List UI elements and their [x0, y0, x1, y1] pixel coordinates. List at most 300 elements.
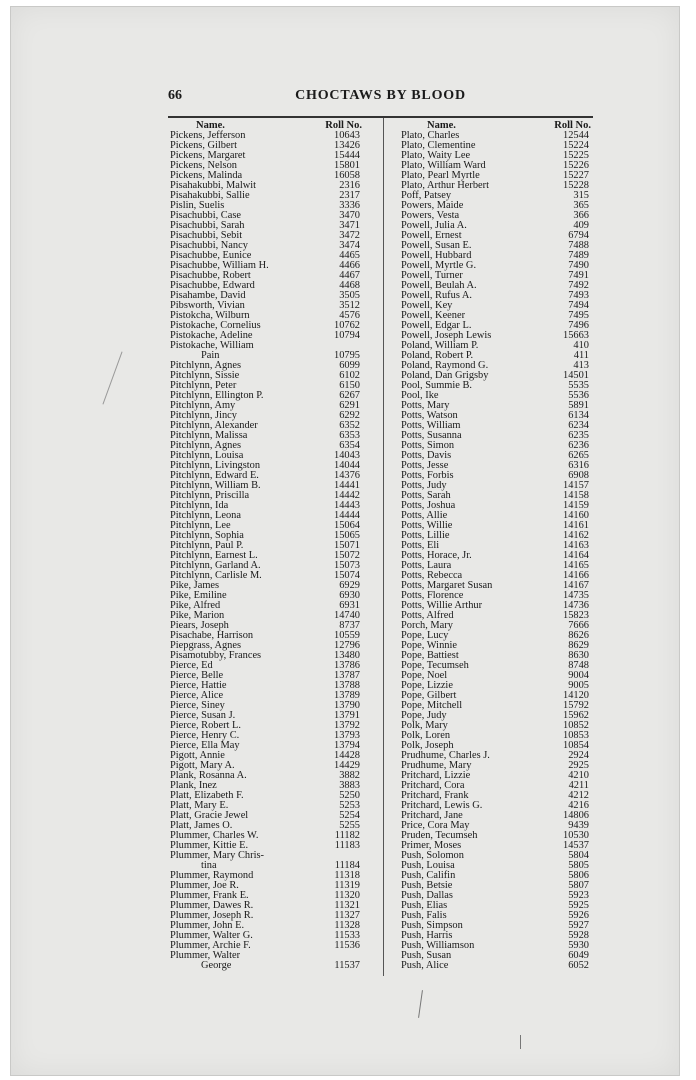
entry-name: Push, Harris [401, 930, 453, 941]
entry-name: Potts, Eli [401, 540, 440, 551]
entry-name: Pike, Alfred [170, 600, 221, 611]
left-column [170, 120, 376, 971]
entry-name: Plank, Rosanna A. [170, 770, 247, 781]
entry-roll-number: 315 [573, 190, 589, 201]
entry-name: Pisachubbe, Robert [170, 270, 251, 281]
entry-name: Potts, Horace, Jr. [401, 550, 472, 561]
entry-roll-number: 14161 [563, 520, 589, 531]
entry-roll-number: 11182 [334, 830, 360, 841]
entry-name: Pisachubbi, Sarah [170, 220, 245, 231]
entry-name: Potts, Willie [401, 520, 453, 531]
entry-roll-number: 13791 [334, 710, 360, 721]
entry-roll-number: 11536 [334, 940, 360, 951]
entry-name: Powers, Maide [401, 200, 464, 211]
entry-name: Pitchlynn, Ellington P. [170, 390, 264, 401]
entry-name: Plummer, Frank E. [170, 890, 249, 901]
entry-name: Pritchard, Jane [401, 810, 463, 821]
entry-roll-number: 15225 [563, 150, 589, 161]
entry-name: Pierce, Henry C. [170, 730, 240, 741]
entry-roll-number: 15444 [334, 150, 360, 161]
entry-name: Prudhume, Mary [401, 760, 472, 771]
entry-roll-number: 6265 [568, 450, 589, 461]
entry-roll-number: 6267 [339, 390, 360, 401]
entry-name: Pitchlynn, Malissa [170, 430, 248, 441]
entry-roll-number: 14537 [563, 840, 589, 851]
entry-roll-number: 8737 [339, 620, 360, 631]
entry-roll-number: 7491 [568, 270, 589, 281]
entry-name: Plummer, Dawes R. [170, 900, 254, 911]
entry-roll-number: 6352 [339, 420, 360, 431]
entry-roll-number: 4467 [339, 270, 360, 281]
entry-name: Plummer, Raymond [170, 870, 254, 881]
entry-roll-number: 10852 [563, 720, 589, 731]
entry-name: Potts, William [401, 420, 461, 431]
entry-roll-number: 6930 [339, 590, 360, 601]
entry-roll-number: 14160 [563, 510, 589, 521]
entry-name: Pigott, Mary A. [170, 760, 235, 771]
entry-roll-number: 11319 [334, 880, 360, 891]
entry-roll-number: 5254 [339, 810, 360, 821]
entry-name: Plummer, John E. [170, 920, 245, 931]
entry-name: Pistokache, Adeline [170, 330, 253, 341]
entry-name: Pitchlynn, Agnes [170, 360, 242, 371]
entry-roll-number: 8748 [568, 660, 589, 671]
entry-roll-number: 16058 [334, 170, 360, 181]
entry-roll-number: 4212 [568, 790, 589, 801]
entry-name: Powell, Myrtle G. [401, 260, 477, 271]
entry-name: Push, Falis [401, 910, 447, 921]
entry-name: Plummer, Walter [170, 950, 241, 961]
entry-roll-number: 15064 [334, 520, 360, 531]
entry-name: Powell, Beulah A. [401, 280, 477, 291]
entry-roll-number: 14806 [563, 810, 589, 821]
entry-name: Potts, Susanna [401, 430, 462, 441]
entry-name: Pitchlynn, Ida [170, 500, 229, 511]
entry-name: Plato, Clementine [401, 140, 476, 151]
entry-roll-number: 6134 [568, 410, 589, 421]
entry-roll-number: 6353 [339, 430, 360, 441]
entry-name: Poland, Raymond G. [401, 360, 489, 371]
entry-roll-number: 6929 [339, 580, 360, 591]
entry-roll-number: 3472 [339, 230, 360, 241]
entry-roll-number: 14044 [334, 460, 360, 471]
entry-roll-number: 14736 [563, 600, 589, 611]
entry-roll-number: 11327 [334, 910, 360, 921]
entry-roll-number: 13480 [334, 650, 360, 661]
entry-name: Pisahakubbi, Sallie [170, 190, 250, 201]
entry-name: Pibsworth, Vivian [170, 300, 245, 311]
entry-roll-number: 10762 [334, 320, 360, 331]
entry-name: Pitchlynn, Leona [170, 510, 241, 521]
entry-roll-number: 365 [573, 200, 589, 211]
entry-name: Pickens, Gilbert [170, 140, 237, 151]
entry-name: Plato, Charles [401, 130, 460, 141]
entry-roll-number: 11537 [334, 960, 360, 971]
entry-name: Pope, Lizzie [401, 680, 453, 691]
entry-name: Pitchlynn, Livingston [170, 460, 261, 471]
entry-name: Potts, Joshua [401, 500, 456, 511]
entry-name: Pickens, Margaret [170, 150, 246, 161]
page-title: CHOCTAWS BY BLOOD [295, 88, 466, 103]
left-roll-list [170, 131, 376, 971]
entry-name: Pierce, Ed [170, 660, 213, 671]
entry-roll-number: 14120 [563, 690, 589, 701]
entry-name: Pitchlynn, Agnes [170, 440, 242, 451]
roll-entry [170, 961, 376, 971]
entry-name: Porch, Mary [401, 620, 453, 631]
entry-roll-number: 14429 [334, 760, 360, 771]
entry-name: Pike, James [170, 580, 220, 591]
entry-name: Pisachubbe, Edward [170, 280, 255, 291]
entry-name: Pope, Mitchell [401, 700, 463, 711]
entry-name: Powers, Vesta [401, 210, 460, 221]
entry-name: Platt, Gracie Jewel [170, 810, 249, 821]
entry-roll-number: 14043 [334, 450, 360, 461]
header-rule [168, 116, 593, 118]
entry-name: Pitchlynn, William B. [170, 480, 261, 491]
entry-roll-number: 7488 [568, 240, 589, 251]
entry-roll-number: 6052 [568, 960, 589, 971]
entry-name: Pierce, Ella May [170, 740, 240, 751]
entry-roll-number: 11320 [334, 890, 360, 901]
entry-roll-number: 2317 [339, 190, 360, 201]
entry-name: Pope, Battiest [401, 650, 459, 661]
entry-roll-number: 8629 [568, 640, 589, 651]
entry-name: Pierce, Belle [170, 670, 224, 681]
entry-roll-number: 12796 [334, 640, 360, 651]
entry-roll-number: 3336 [339, 200, 360, 211]
entry-name: tina [201, 860, 217, 871]
entry-name: Pigott, Annie [170, 750, 225, 761]
entry-roll-number: 11321 [334, 900, 360, 911]
entry-roll-number: 14159 [563, 500, 589, 511]
entry-name: Push, Susan [401, 950, 452, 961]
entry-roll-number: 3474 [339, 240, 360, 251]
entry-roll-number: 10530 [563, 830, 589, 841]
entry-roll-number: 11183 [334, 840, 360, 851]
entry-roll-number: 13789 [334, 690, 360, 701]
entry-roll-number: 3882 [339, 770, 360, 781]
entry-name: Potts, Laura [401, 560, 452, 571]
entry-name: Push, Williamson [401, 940, 475, 951]
entry-roll-number: 3505 [339, 290, 360, 301]
entry-roll-number: 10795 [334, 350, 360, 361]
entry-roll-number: 8626 [568, 630, 589, 641]
entry-name: Pickens, Nelson [170, 160, 237, 171]
entry-name: Pitchlynn, Sophia [170, 530, 244, 541]
entry-name: Plummer, Joseph R. [170, 910, 254, 921]
entry-roll-number: 7492 [568, 280, 589, 291]
entry-name: Pistokache, Cornelius [170, 320, 261, 331]
entry-roll-number: 5804 [568, 850, 589, 861]
entry-name: Pritchard, Lizzie [401, 770, 471, 781]
entry-name: Pruden, Tecumseh [401, 830, 478, 841]
entry-name: Powell, Turner [401, 270, 463, 281]
page-header [168, 88, 593, 108]
entry-name: George [201, 960, 232, 971]
entry-roll-number: 6235 [568, 430, 589, 441]
entry-roll-number: 7666 [568, 620, 589, 631]
entry-roll-number: 14428 [334, 750, 360, 761]
entry-roll-number: 12544 [563, 130, 589, 141]
entry-roll-number: 6292 [339, 410, 360, 421]
entry-name: Powell, Ernest [401, 230, 462, 241]
entry-roll-number: 15801 [334, 160, 360, 171]
entry-name: Pitchlynn, Carlisle M. [170, 570, 262, 581]
entry-name: Polk, Joseph [401, 740, 454, 751]
entry-roll-number: 5253 [339, 800, 360, 811]
entry-roll-number: 13788 [334, 680, 360, 691]
entry-name: Pitchlynn, Sissie [170, 370, 240, 381]
entry-roll-number: 14444 [334, 510, 360, 521]
right-roll-list [401, 131, 591, 971]
entry-name: Platt, James O. [170, 820, 233, 831]
entry-roll-number: 5930 [568, 940, 589, 951]
entry-roll-number: 7496 [568, 320, 589, 331]
entry-name: Plato, Arthur Herbert [401, 180, 490, 191]
entry-roll-number: 15072 [334, 550, 360, 561]
entry-name: Price, Cora May [401, 820, 470, 831]
entry-roll-number: 14735 [563, 590, 589, 601]
entry-roll-number: 7490 [568, 260, 589, 271]
entry-roll-number: 413 [573, 360, 589, 371]
entry-roll-number: 7493 [568, 290, 589, 301]
entry-name: Pierce, Alice [170, 690, 224, 701]
entry-name: Plummer, Joe R. [170, 880, 239, 891]
entry-name: Pisamotubby, Frances [170, 650, 262, 661]
entry-name: Pisachubbi, Nancy [170, 240, 248, 251]
entry-roll-number: 15071 [334, 540, 360, 551]
entry-name: Powell, Rufus A. [401, 290, 473, 301]
entry-name: Potts, Lillie [401, 530, 450, 541]
entry-name: Pitchlynn, Louisa [170, 450, 244, 461]
entry-name: Plummer, Kittie E. [170, 840, 249, 851]
entry-roll-number: 6049 [568, 950, 589, 961]
entry-name: Powell, Julia A. [401, 220, 467, 231]
entry-name: Powell, Hubbard [401, 250, 472, 261]
entry-roll-number: 14163 [563, 540, 589, 551]
entry-roll-number: 14166 [563, 570, 589, 581]
entry-name: Plank, Inez [170, 780, 217, 791]
entry-name: Potts, Rebecca [401, 570, 463, 581]
entry-name: Potts, Davis [401, 450, 452, 461]
entry-name: Pistokache, William [170, 340, 254, 351]
entry-roll-number: 4468 [339, 280, 360, 291]
entry-roll-number: 4466 [339, 260, 360, 271]
entry-roll-number: 5806 [568, 870, 589, 881]
entry-name: Pitchlynn, Jincy [170, 410, 237, 421]
entry-name: Plummer, Mary Chris- [170, 850, 264, 861]
entry-name: Potts, Simon [401, 440, 455, 451]
entry-name: Pitchlynn, Alexander [170, 420, 258, 431]
entry-name: Powell, Susan E. [401, 240, 472, 251]
entry-roll-number: 5891 [568, 400, 589, 411]
entry-roll-number: 11184 [334, 860, 360, 871]
entry-name: Pickens, Malinda [170, 170, 243, 181]
entry-name: Pope, Tecumseh [401, 660, 469, 671]
entry-name: Pickens, Jefferson [170, 130, 246, 141]
entry-roll-number: 10794 [334, 330, 360, 341]
entry-name: Push, Alice [401, 960, 449, 971]
entry-roll-number: 9439 [568, 820, 589, 831]
entry-roll-number: 14376 [334, 470, 360, 481]
entry-name: Platt, Mary E. [170, 800, 229, 811]
entry-roll-number: 13787 [334, 670, 360, 681]
entry-roll-number: 10643 [334, 130, 360, 141]
entry-roll-number: 11318 [334, 870, 360, 881]
entry-name: Push, Louisa [401, 860, 455, 871]
entry-name: Pitchlynn, Priscilla [170, 490, 250, 501]
entry-name: Potts, Willie Arthur [401, 600, 483, 611]
entry-name: Poland, Robert P. [401, 350, 474, 361]
entry-name: Potts, Margaret Susan [401, 580, 493, 591]
entry-roll-number: 4216 [568, 800, 589, 811]
entry-roll-number: 14442 [334, 490, 360, 501]
entry-roll-number: 9005 [568, 680, 589, 691]
entry-roll-number: 13794 [334, 740, 360, 751]
entry-name: Pitchlynn, Edward E. [170, 470, 259, 481]
entry-roll-number: 6794 [568, 230, 589, 241]
entry-roll-number: 6354 [339, 440, 360, 451]
right-name-heading: Name. [427, 120, 456, 131]
left-roll-heading: Roll No. [325, 120, 362, 131]
entry-name: Poland, William P. [401, 340, 479, 351]
entry-roll-number: 15663 [563, 330, 589, 341]
entry-name: Pisachubbe, William H. [170, 260, 269, 271]
entry-roll-number: 6102 [339, 370, 360, 381]
entry-roll-number: 5928 [568, 930, 589, 941]
entry-name: Pisahambe, David [170, 290, 246, 301]
entry-roll-number: 11328 [334, 920, 360, 931]
entry-name: Push, Dallas [401, 890, 453, 901]
right-column [401, 120, 591, 971]
entry-roll-number: 14441 [334, 480, 360, 491]
entry-name: Pisahakubbi, Malwit [170, 180, 257, 191]
entry-roll-number: 4211 [568, 780, 589, 791]
entry-roll-number: 15823 [563, 610, 589, 621]
entry-name: Pool, Ike [401, 390, 439, 401]
entry-roll-number: 410 [573, 340, 589, 351]
entry-name: Push, Betsie [401, 880, 453, 891]
entry-roll-number: 13792 [334, 720, 360, 731]
entry-name: Push, Solomon [401, 850, 464, 861]
entry-roll-number: 6291 [339, 400, 360, 411]
entry-name: Polk, Loren [401, 730, 451, 741]
entry-name: Pistokcha, Wilburn [170, 310, 250, 321]
entry-roll-number: 15074 [334, 570, 360, 581]
entry-roll-number: 13786 [334, 660, 360, 671]
entry-name: Plato, William Ward [401, 160, 486, 171]
entry-roll-number: 15228 [563, 180, 589, 191]
entry-name: Push, Simpson [401, 920, 463, 931]
entry-roll-number: 7489 [568, 250, 589, 261]
entry-roll-number: 13790 [334, 700, 360, 711]
entry-name: Pierce, Hattie [170, 680, 227, 691]
entry-name: Pope, Lucy [401, 630, 449, 641]
entry-name: Pitchlynn, Earnest L. [170, 550, 258, 561]
entry-name: Pain [201, 350, 220, 361]
entry-name: Poland, Dan Grigsby [401, 370, 489, 381]
entry-name: Pope, Judy [401, 710, 447, 721]
entry-name: Pritchard, Frank [401, 790, 469, 801]
entry-roll-number: 14501 [563, 370, 589, 381]
entry-name: Push, Elias [401, 900, 448, 911]
entry-name: Push, Califin [401, 870, 456, 881]
entry-name: Pitchlynn, Peter [170, 380, 237, 391]
entry-roll-number: 10853 [563, 730, 589, 741]
entry-name: Plato, Waity Lee [401, 150, 471, 161]
entry-roll-number: 8630 [568, 650, 589, 661]
column-divider [383, 118, 384, 976]
entry-name: Potts, Alfred [401, 610, 454, 621]
entry-roll-number: 15224 [563, 140, 589, 151]
entry-roll-number: 5255 [339, 820, 360, 831]
entry-roll-number: 3883 [339, 780, 360, 791]
entry-roll-number: 7495 [568, 310, 589, 321]
entry-name: Powell, Edgar L. [401, 320, 472, 331]
entry-name: Powell, Joseph Lewis [401, 330, 492, 341]
entry-roll-number: 14157 [563, 480, 589, 491]
entry-roll-number: 14158 [563, 490, 589, 501]
entry-roll-number: 366 [573, 210, 589, 221]
entry-roll-number: 2925 [568, 760, 589, 771]
entry-name: Piepgrass, Agnes [170, 640, 241, 651]
entry-name: Pope, Gilbert [401, 690, 457, 701]
entry-roll-number: 5927 [568, 920, 589, 931]
entry-roll-number: 14167 [563, 580, 589, 591]
entry-name: Powell, Keener [401, 310, 466, 321]
entry-roll-number: 5536 [568, 390, 589, 401]
entry-name: Plato, Pearl Myrtle [401, 170, 480, 181]
entry-name: Pope, Winnie [401, 640, 457, 651]
entry-name: Pierce, Susan J. [170, 710, 236, 721]
entry-name: Powell, Key [401, 300, 453, 311]
entry-name: Plummer, Walter G. [170, 930, 253, 941]
entry-roll-number: 5250 [339, 790, 360, 801]
entry-name: Plummer, Archie F. [170, 940, 251, 951]
entry-roll-number: 5926 [568, 910, 589, 921]
roll-entry [401, 961, 591, 971]
entry-roll-number: 11533 [334, 930, 360, 941]
entry-roll-number: 14162 [563, 530, 589, 541]
entry-name: Potts, Allie [401, 510, 448, 521]
entry-roll-number: 14164 [563, 550, 589, 561]
entry-name: Pitchlynn, Paul P. [170, 540, 244, 551]
entry-roll-number: 3470 [339, 210, 360, 221]
entry-roll-number: 15227 [563, 170, 589, 181]
entry-name: Polk, Mary [401, 720, 448, 731]
entry-roll-number: 6099 [339, 360, 360, 371]
entry-name: Potts, Florence [401, 590, 464, 601]
entry-roll-number: 5535 [568, 380, 589, 391]
entry-name: Pierce, Robert L. [170, 720, 241, 731]
entry-roll-number: 10854 [563, 740, 589, 751]
entry-roll-number: 411 [573, 350, 589, 361]
entry-name: Pope, Noel [401, 670, 448, 681]
entry-roll-number: 9004 [568, 670, 589, 681]
entry-roll-number: 13426 [334, 140, 360, 151]
left-name-heading: Name. [196, 120, 225, 131]
page-number: 66 [168, 88, 182, 103]
entry-roll-number: 15073 [334, 560, 360, 571]
entry-name: Pritchard, Lewis G. [401, 800, 483, 811]
entry-roll-number: 13793 [334, 730, 360, 741]
entry-name: Pool, Summie B. [401, 380, 473, 391]
entry-name: Prudhume, Charles J. [401, 750, 490, 761]
entry-roll-number: 4465 [339, 250, 360, 261]
entry-name: Potts, Sarah [401, 490, 451, 501]
entry-name: Primer, Moses [401, 840, 462, 851]
